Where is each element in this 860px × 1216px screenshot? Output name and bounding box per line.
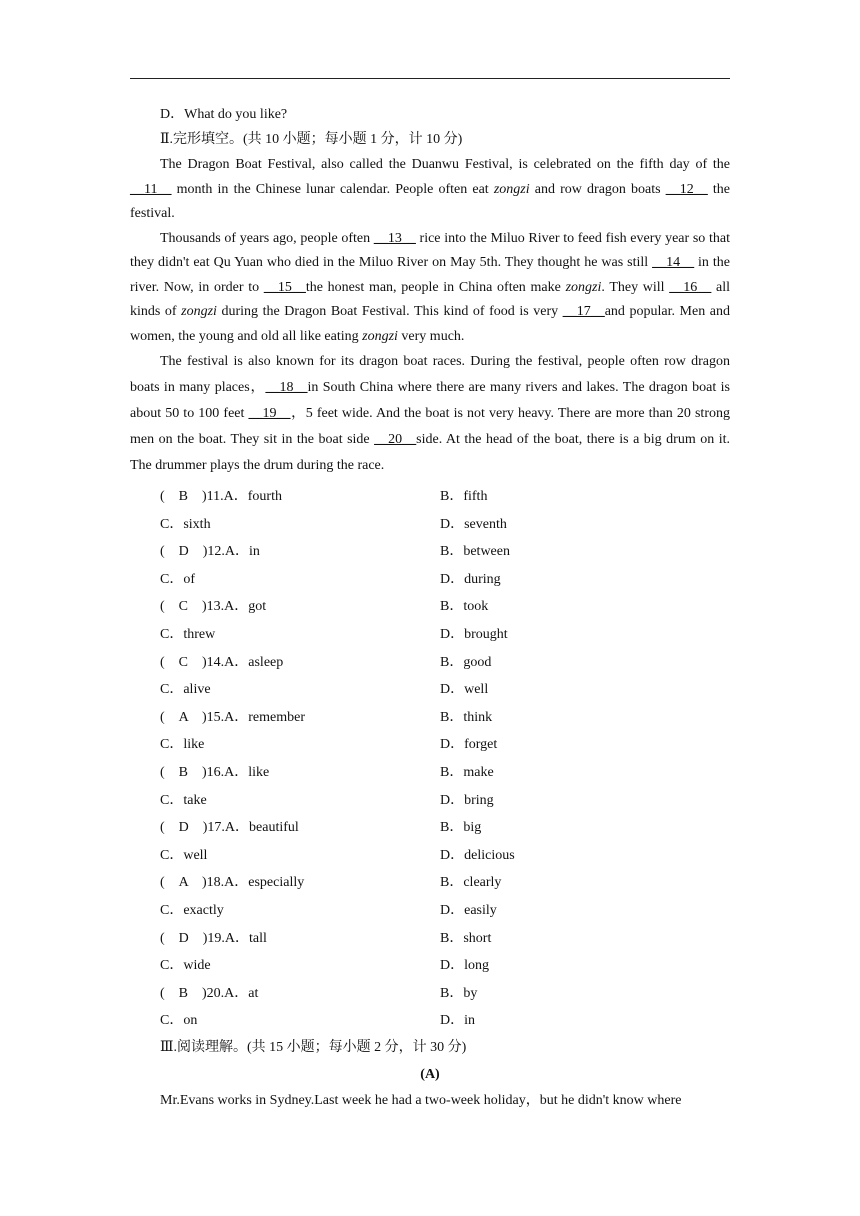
option-left: ( B )20.A．at <box>160 985 259 1001</box>
option-right: B．by <box>440 985 478 1001</box>
option-right: D．long <box>440 958 489 974</box>
option-right: B．make <box>440 764 494 780</box>
option-right: D．bring <box>440 792 494 808</box>
option-right: B．took <box>440 599 489 615</box>
question-row <box>130 980 730 1008</box>
option-right: B．fifth <box>440 489 488 504</box>
option-left: C．alive <box>160 682 211 698</box>
blank-20: __20__ <box>374 432 417 447</box>
section-3-subtitle: (A) <box>420 1066 440 1082</box>
option-left: C．wide <box>160 958 211 974</box>
blank-15: __15__ <box>263 279 306 295</box>
option-right: D．seventh <box>440 516 507 532</box>
option-right: D．easily <box>440 902 497 918</box>
previous-option: D．What do you like? <box>160 107 288 122</box>
blank-16: __16__ <box>669 279 712 295</box>
question-row <box>130 593 730 621</box>
option-right: D．delicious <box>440 847 515 863</box>
question-row <box>130 483 730 511</box>
option-left: ( A )18.A．especially <box>160 875 305 891</box>
question-row <box>130 566 730 594</box>
option-right: D．in <box>440 1013 475 1029</box>
question-row <box>130 704 730 732</box>
question-row <box>130 925 730 953</box>
option-left: C．take <box>160 792 207 808</box>
section-3-title: Ⅲ.阅读理解。(共 15 小题；每小题 2 分，计 30 分) <box>160 1039 467 1055</box>
question-row <box>130 621 730 649</box>
passage-paragraph-3: The festival is also known for its dragon boat races. During the festival, people often row dragon boats in many places，__18__in South China where there are many rivers and lakes. The dragon boat is about 50 to 100 feet __19__，5 feet wide. And the boat is not very heavy. There are more than 20 strong men on the boat. They sit in the boat side __20__side. At the head of the boat, there is a big drum on it. The drummer plays the drum during the race. <box>130 354 730 473</box>
question-row <box>130 952 730 980</box>
option-right: B．good <box>440 654 492 670</box>
option-left: ( D )12.A．in <box>160 544 260 560</box>
question-row <box>130 787 730 815</box>
option-left: C．on <box>160 1013 198 1029</box>
option-left: ( D )19.A．tall <box>160 930 267 946</box>
option-left: C．sixth <box>160 516 211 532</box>
question-row <box>130 731 730 759</box>
blank-11: __11__ <box>130 181 172 197</box>
option-left: ( B )11.A．fourth <box>160 489 282 504</box>
option-right: B．think <box>440 709 493 725</box>
option-right: D．well <box>440 682 489 698</box>
question-row <box>130 897 730 925</box>
option-left: C．exactly <box>160 902 224 918</box>
section-2-title: Ⅱ.完形填空。(共 10 小题；每小题 1 分，计 10 分) <box>160 132 463 147</box>
question-row <box>130 511 730 539</box>
page-content <box>130 104 730 1114</box>
blank-17: __17__ <box>562 304 605 319</box>
option-left: C．threw <box>160 626 216 642</box>
option-right: B．between <box>440 544 510 560</box>
option-left: C．of <box>160 571 195 587</box>
option-left: ( C )13.A．got <box>160 599 267 615</box>
question-row <box>130 842 730 870</box>
option-left: ( C )14.A．asleep <box>160 654 284 670</box>
option-left: C．well <box>160 847 208 863</box>
option-left: ( D )17.A．beautiful <box>160 820 299 836</box>
question-list <box>130 483 730 1035</box>
reading-passage-start: Mr.Evans works in Sydney.Last week he had a two-week holiday，but he didn't know where <box>160 1092 682 1108</box>
option-left: ( A )15.A．remember <box>160 709 306 725</box>
option-right: B．big <box>440 820 482 836</box>
passage-paragraph-2: Thousands of years ago, people often __13__ rice into the Miluo River to feed fish every year so that they didn't eat Qu Yuan who died in the Miluo River on May 5th. They thought he was still __14__ in the river. Now, in order to __15__the honest man, people in China often make zongzi. They will __16__ all kinds of zongzi during the Dragon Boat Festival. This kind of food is very __17__and popular. Men and women, the young and old all like eating zongzi very much. <box>130 230 731 344</box>
option-right: B．short <box>440 930 492 946</box>
option-right: D．brought <box>440 626 508 642</box>
option-right: D．during <box>440 571 501 587</box>
question-row <box>130 649 730 677</box>
question-row <box>130 759 730 787</box>
header-rule <box>130 78 730 79</box>
question-row <box>130 869 730 897</box>
blank-19: __19__ <box>248 406 291 421</box>
option-left: ( B )16.A．like <box>160 764 270 780</box>
blank-14: __14__ <box>652 255 695 270</box>
blank-13: __13__ <box>373 230 416 246</box>
question-row <box>130 1007 730 1035</box>
blank-18: __18__ <box>265 380 308 395</box>
passage-paragraph-1: The Dragon Boat Festival, also called the Duanwu Festival, is celebrated on the fifth day of the __11__ month in the Chinese lunar calendar. People often eat zongzi and row dragon boats __12__ the festival. <box>130 157 730 221</box>
question-row <box>130 538 730 566</box>
question-row <box>130 676 730 704</box>
question-row <box>130 814 730 842</box>
blank-12: __12__ <box>665 181 708 197</box>
option-left: C．like <box>160 737 205 753</box>
option-right: D．forget <box>440 737 498 753</box>
option-right: B．clearly <box>440 875 502 891</box>
